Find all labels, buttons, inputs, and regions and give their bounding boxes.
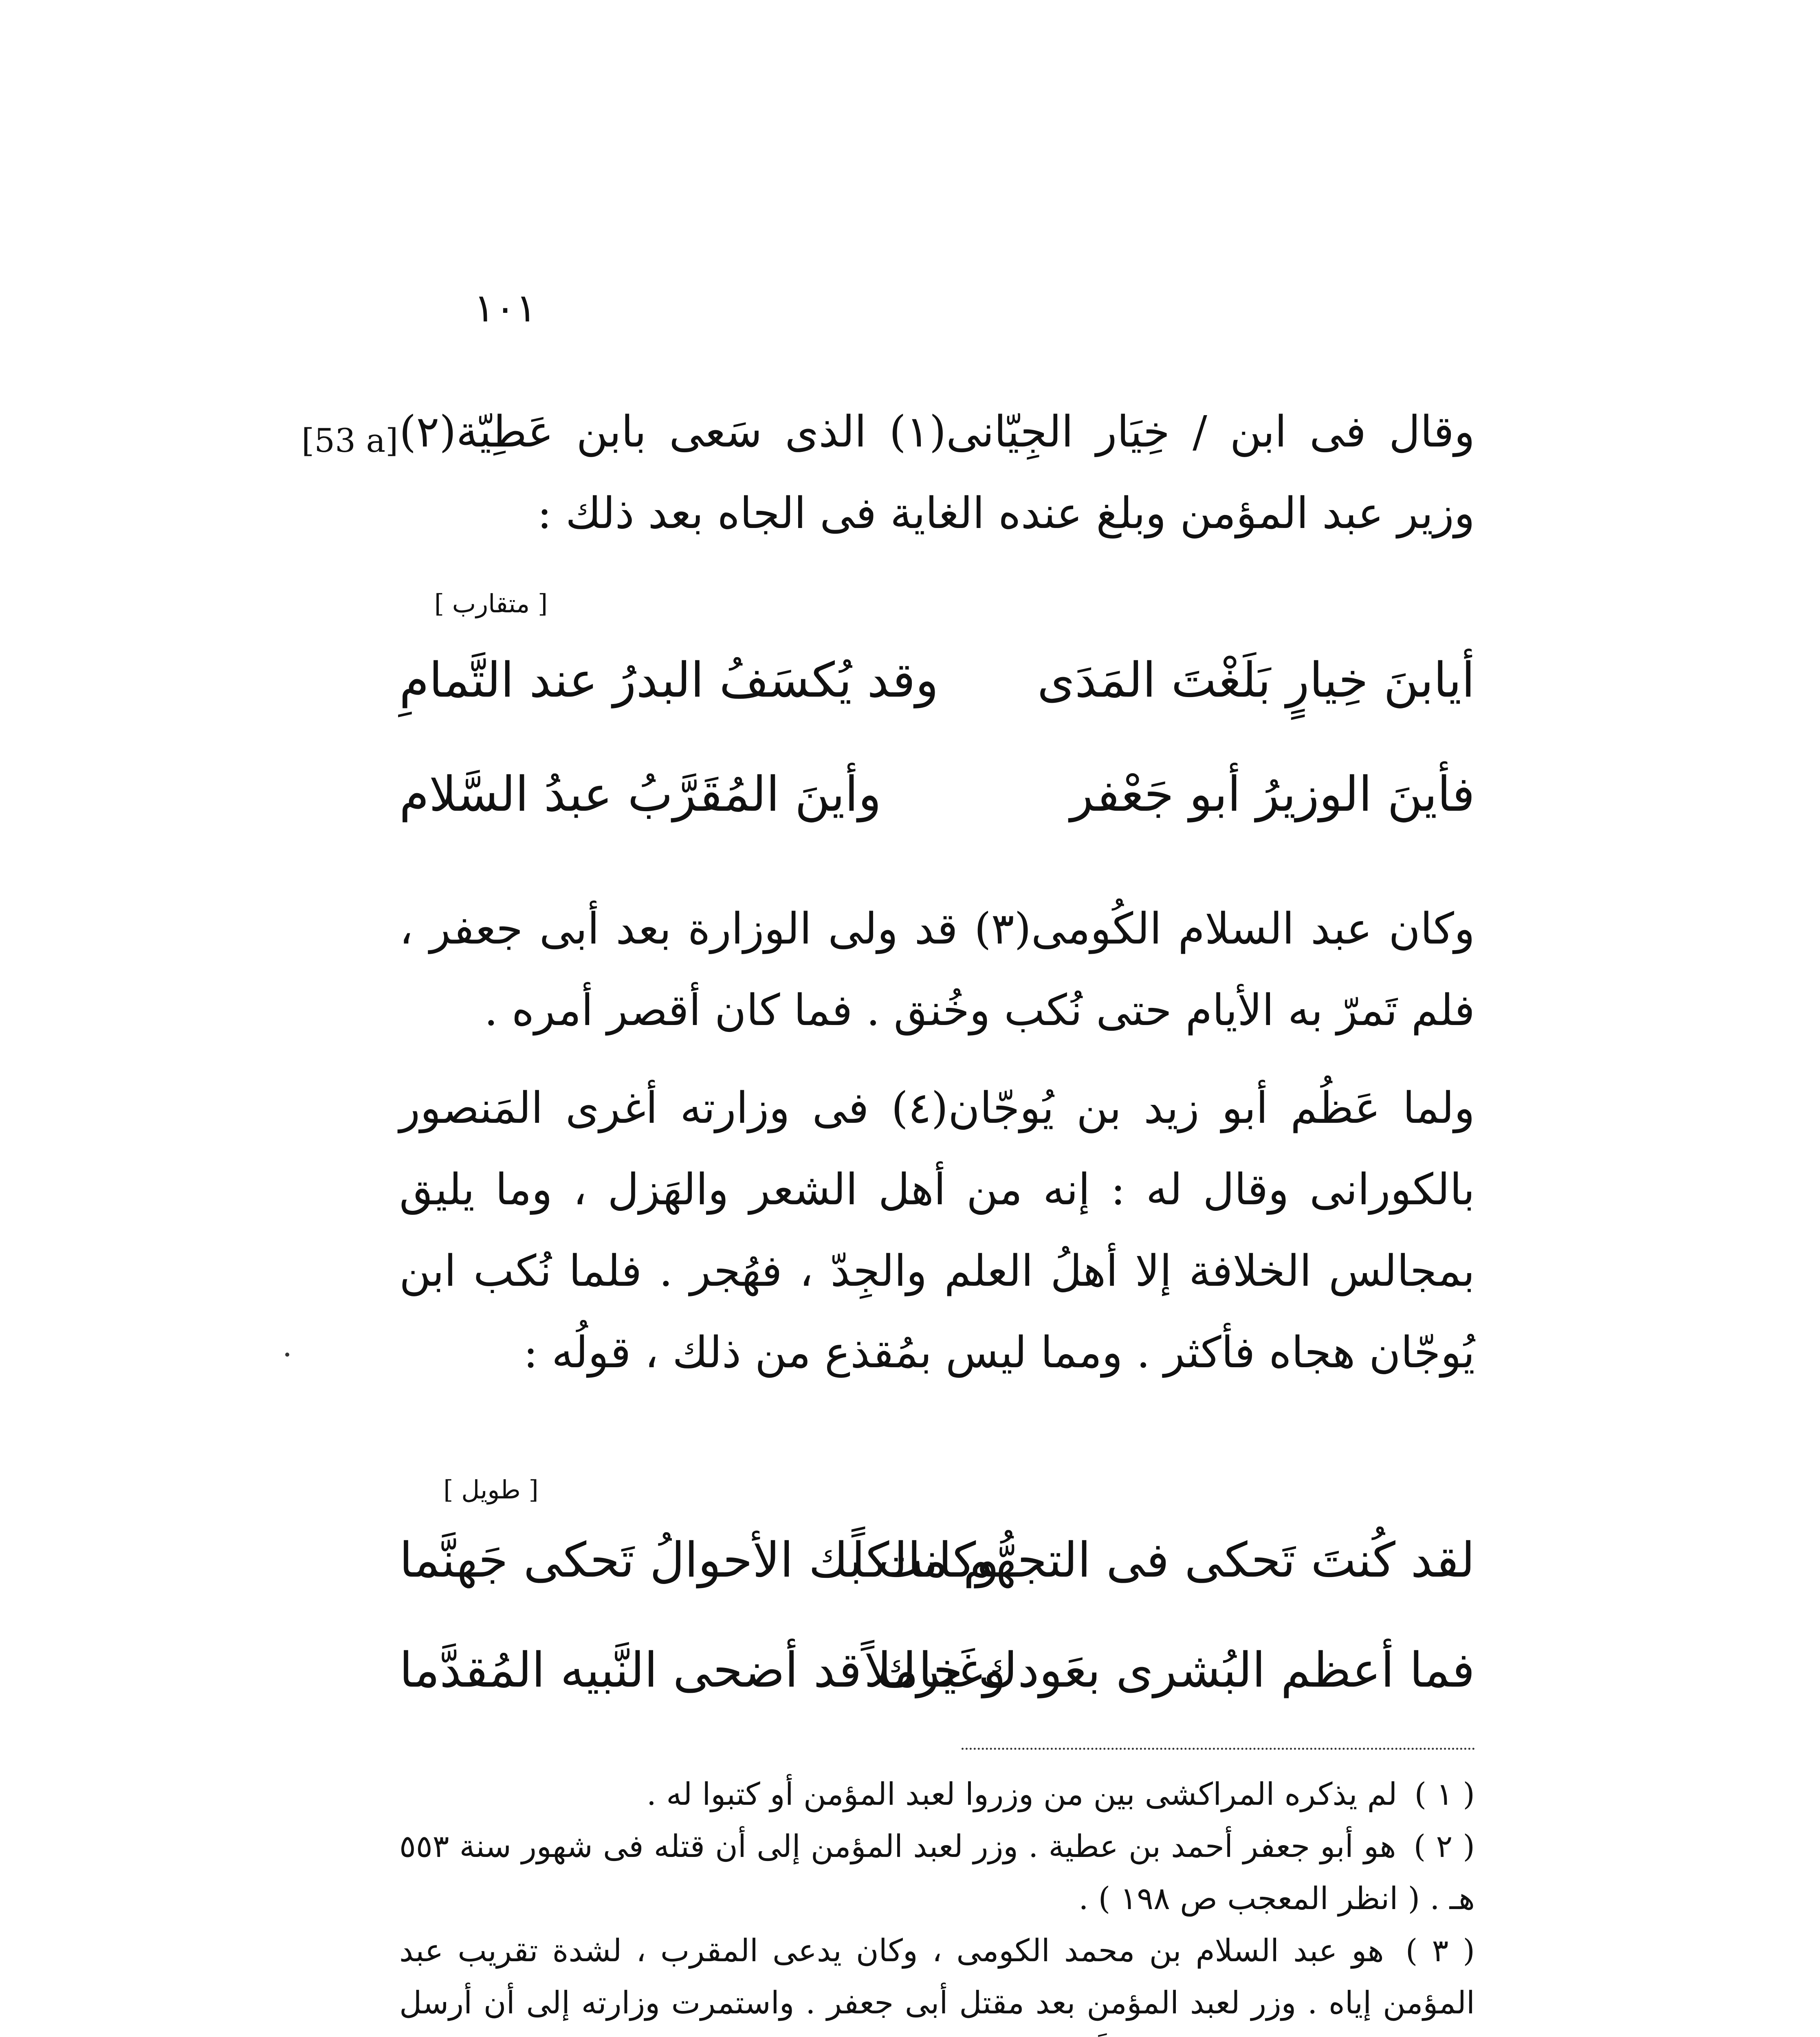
footnote-number: ( ٢ ) xyxy=(1413,1828,1475,1864)
meter-label-tawil: [ طويل ] xyxy=(443,1475,539,1505)
verse-first-hemistich: أيابنَ خِيارٍ بَلَغْتَ المَدَى xyxy=(1037,652,1475,708)
footnote-text: لم يذكره المراكشى بين من وزروا لعبد المؤمن أو كتبوا له . xyxy=(646,1776,1397,1812)
intro-paragraph: وقال فى ابن / خِيَار الجِيّانى(١) الذى سَعى بابن عَطِيّة(٢) وزير عبد المؤمن وبلغ عنده الغاية فى الجاه بعد ذلك : xyxy=(399,407,1475,538)
verse-second-hemistich: وقد يُكسَفُ البدرُ عند التَّمامِ xyxy=(399,652,939,708)
footnote-number: ( ١ ) xyxy=(1414,1776,1475,1812)
page-number: ١٠١ xyxy=(473,285,537,331)
folio-marker: [53 a] xyxy=(301,422,398,460)
footnote-text: هو أبو جعفر أحمد بن عطية . وزر لعبد المؤمن إلى أن قتله فى شهور سنة ٥٥٣ هـ . ( انظر المعجب ص ١٩٨ ) . xyxy=(399,1828,1475,1916)
verse-second-hemistich: وكانت بك الأحوالُ تَحكى جَهنَّما xyxy=(399,1532,999,1588)
footnote-separator xyxy=(962,1748,1475,1750)
verse-second-hemistich: وأينَ المُقَرَّبُ عبدُ السَّلام xyxy=(399,766,882,822)
footnote-number: ( ٣ ) xyxy=(1405,1932,1475,1969)
footnotes xyxy=(399,1768,1475,2037)
paragraph-kumi: وكان عبد السلام الكُومى(٣) قد ولى الوزارة بعد أبى جعفر ، فلم تَمرّ به الأيام حتى نُكب وخُنق . فما كان أقصر أمره . xyxy=(399,904,1475,1035)
footnote xyxy=(399,1768,1475,1820)
verse-first-hemistich: لقد كُنتَ تَحكى فى التجهُّم مالكاً xyxy=(852,1532,1475,1588)
meter-label-mutaqarib: [ متقارب ] xyxy=(434,589,548,618)
verse-line xyxy=(399,1532,1475,1609)
footnote-text: هو عبد السلام بن محمد الكومى ، وكان يدعى المقرب ، لشدة تقريب عبد المؤمن إياه . وزر لعبد المؤمن بعد مقتل أبى جعفر . واستمرت وزارته إلى أن أرسل xyxy=(399,1932,1475,2021)
verse-second-hemistich: وغَيرك قد أضحى النَّبيه المُقدَّما xyxy=(399,1642,1006,1698)
paragraph-ibn-yujjan: ولما عَظُم أبو زيد بن يُوجّان(٤) فى وزارته أغرى المَنصور بالكورانى وقال له : إنه من أهل الشعر والهَزل ، وما يليق بمجالس الخلافة إلا أهلُ العلم والجِدّ ، فهُجر . فلما نُكب ابن يُوجّان هجاه فأكثر . ومما ليس بمُقذع من ذلك ، قولُه : xyxy=(399,1083,1475,1377)
scan-speck xyxy=(285,1353,289,1357)
verse-line xyxy=(399,1642,1475,1719)
verse-first-hemistich: فما أعظم البُشرى بعَودك خاملاً xyxy=(864,1642,1475,1698)
verse-line xyxy=(399,652,1475,729)
footnote xyxy=(399,1820,1475,1925)
footnote xyxy=(399,1925,1475,2037)
verse-line xyxy=(399,766,1475,843)
verse-first-hemistich: فأينَ الوزيرُ أبو جَعْفر xyxy=(1070,766,1475,822)
